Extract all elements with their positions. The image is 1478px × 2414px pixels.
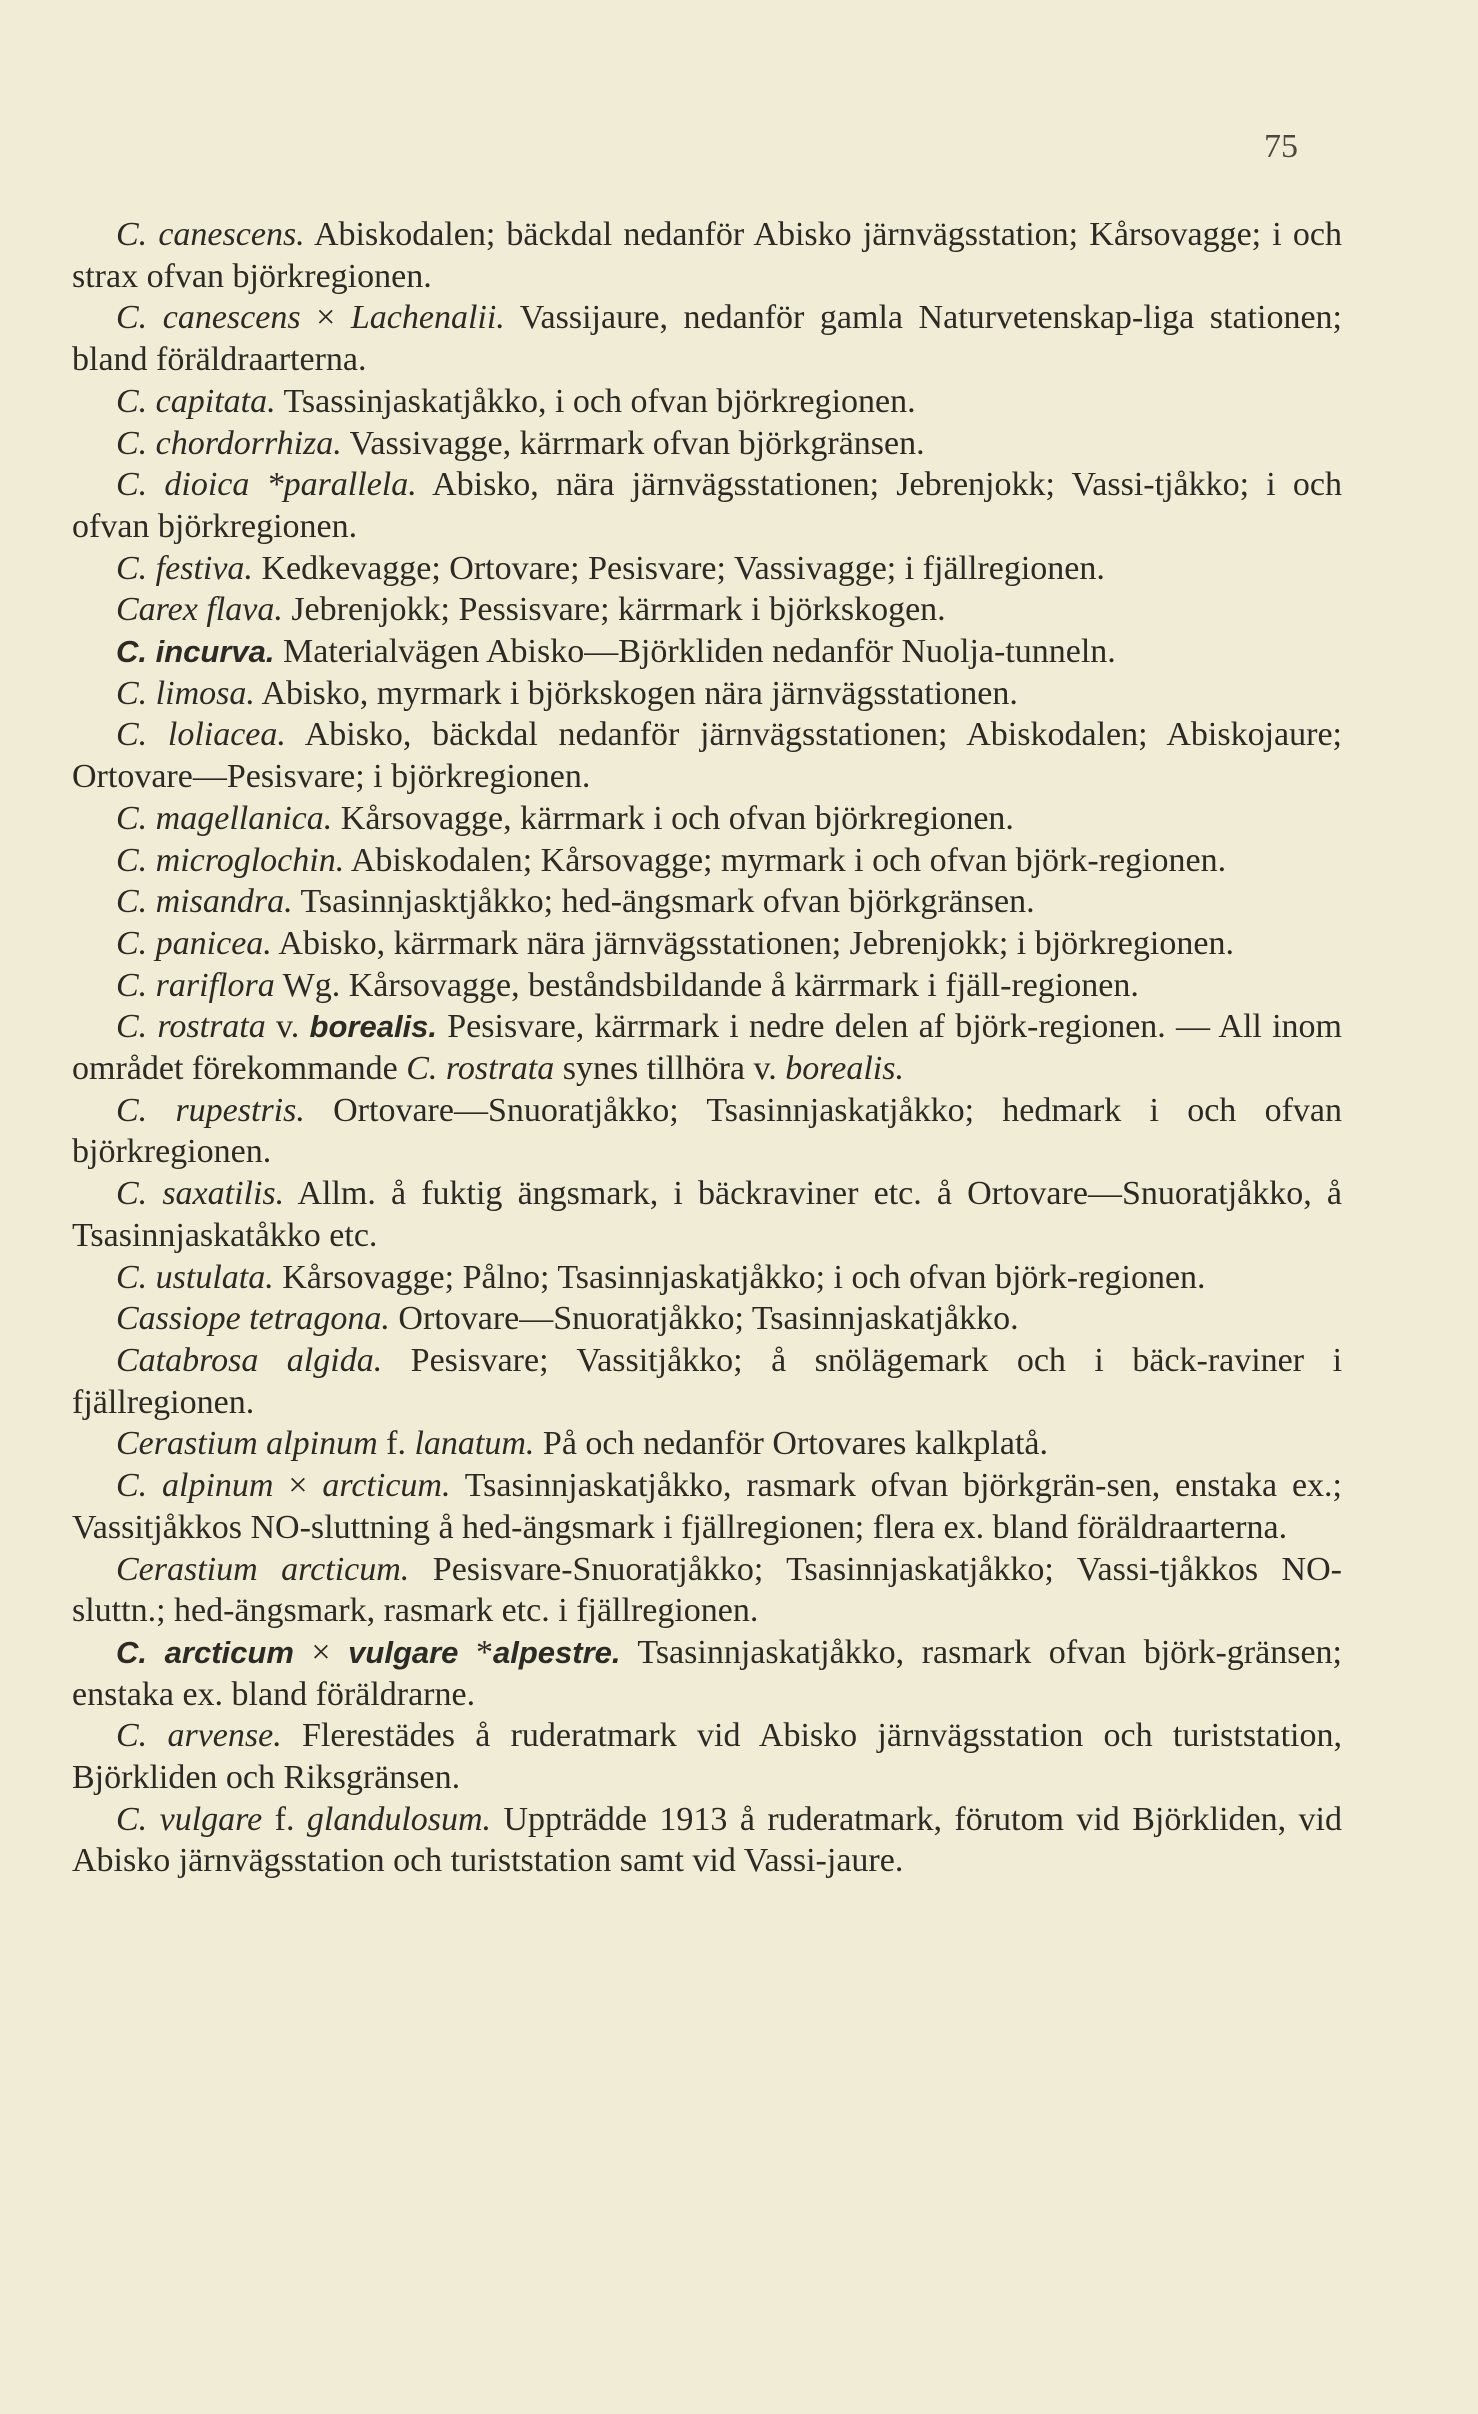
taxon-name: Carex flava.	[116, 591, 283, 629]
taxon-name: C. arvense.	[116, 1717, 282, 1755]
taxon-name: C. alpinum	[116, 1467, 274, 1505]
taxon-name: *parallela.	[266, 466, 417, 504]
species-entry	[72, 1799, 1342, 1882]
entry-text: f.	[262, 1800, 307, 1838]
species-entry	[72, 1006, 1342, 1089]
entry-text: Abisko, nära järnvägsstationen; Jebrenjokk; Vassi-tjåkko; i och ofvan björkregionen.	[72, 466, 1342, 545]
entry-text: Pesisvare; Vassitjåkko; å snölägemark och i bäck-raviner i fjällregionen.	[72, 1341, 1343, 1421]
species-entry	[72, 1340, 1342, 1423]
species-entry	[72, 1632, 1342, 1715]
entry-text: *	[458, 1633, 493, 1671]
entry-text: Uppträdde 1913 å ruderatmark, förutom vid Björkliden, vid Abisko järnvägsstation och turiststation samt vid Vassi-jaure.	[72, 1800, 1343, 1880]
entry-text: Pesisvare, kärrmark i nedre delen af björk-regionen. — All inom området förekommande	[72, 1008, 1342, 1088]
taxon-name: C. ustulata.	[116, 1258, 274, 1296]
entry-text: Allm. å fuktig ängsmark, i bäckraviner etc. å Ortovare—Snuoratjåkko, å Tsasinnjaskatåkko etc.	[72, 1175, 1342, 1254]
species-entry	[72, 381, 1342, 423]
entry-text: Tsasinnjasktjåkko; hed-ängsmark ofvan björkgränsen.	[292, 883, 1035, 921]
entry-text: Kårsovagge, kärrmark i och ofvan björkregionen.	[332, 799, 1014, 837]
taxon-name: C. dioica	[116, 466, 267, 504]
taxon-name: arcticum.	[322, 1467, 451, 1505]
entry-text: Flerestädes å ruderatmark vid Abisko järnvägsstation och turiststation, Björkliden och Riksgränsen.	[72, 1717, 1342, 1797]
entry-text: Wg. Kårsovagge, beståndsbildande å kärrmark i fjäll-regionen.	[274, 966, 1139, 1004]
entry-text: Tsassinjaskatjåkko, i och ofvan björkregionen.	[275, 382, 916, 420]
species-entry	[72, 965, 1342, 1007]
entry-text: Abisko, bäckdal nedanför järnvägsstationen; Abiskodalen; Abiskojaure; Ortovare—Pesisvare; i björkregionen.	[72, 716, 1342, 796]
taxon-name: Catabrosa algida.	[116, 1341, 383, 1379]
species-entry	[72, 1549, 1342, 1632]
taxon-name: C. incurva.	[116, 634, 275, 670]
entry-text: Ortovare—Snuoratjåkko; Tsasinnjaskatjåkko.	[389, 1300, 1019, 1338]
species-entry	[72, 1090, 1342, 1173]
entry-text: ×	[273, 1467, 323, 1505]
taxon-name: vulgare	[348, 1634, 459, 1670]
entry-text: Ortovare—Snuoratjåkko; Tsasinnjaskatjåkko; hedmark i och ofvan björkregionen.	[72, 1091, 1342, 1171]
taxon-name: C. canescens	[116, 299, 301, 337]
taxon-name: C. canescens.	[116, 216, 305, 253]
taxon-name: C. festiva.	[116, 549, 253, 587]
entry-text: Vassivagge, kärrmark ofvan björkgränsen.	[341, 424, 925, 462]
entry-text: Materialvägen Abisko—Björkliden nedanför Nuolja-tunneln.	[274, 633, 1116, 671]
species-entry	[72, 548, 1342, 590]
species-entry	[72, 1298, 1342, 1340]
species-entry	[72, 1423, 1342, 1465]
species-entry	[72, 673, 1342, 715]
species-entry	[72, 464, 1342, 547]
species-entry	[72, 214, 1342, 297]
species-entry	[72, 1465, 1342, 1548]
taxon-name: C. arcticum	[116, 1634, 294, 1670]
species-entry	[72, 297, 1342, 380]
species-entry	[72, 589, 1342, 631]
taxon-name: C. rostrata	[406, 1050, 555, 1088]
taxon-name: C. loliacea.	[116, 716, 286, 754]
species-entry	[72, 1173, 1342, 1256]
species-entry	[72, 714, 1342, 797]
entry-text: Abisko, kärrmark nära järnvägsstationen; Jebrenjokk; i björkregionen.	[271, 924, 1234, 962]
entry-text: Abiskodalen; Kårsovagge; myrmark i och ofvan björk-regionen.	[344, 841, 1227, 879]
entry-text: synes tillhöra v.	[554, 1050, 786, 1088]
entry-text: v.	[265, 1008, 310, 1046]
species-list	[72, 214, 1342, 1882]
entry-text: Vassijaure, nedanför gamla Naturvetenskap-liga stationen; bland föräldraarterna.	[72, 299, 1342, 379]
entry-text: Abisko, myrmark i björkskogen nära järnvägsstationen.	[254, 674, 1018, 712]
taxon-name: C. rostrata	[116, 1008, 266, 1046]
taxon-name: borealis.	[309, 1009, 438, 1045]
entry-text: Abiskodalen; bäckdal nedanför Abisko järnvägsstation; Kårsovagge; i och strax ofvan björkregionen.	[72, 216, 1342, 295]
taxon-name: C. rariflora	[116, 966, 275, 1004]
taxon-name: C. chordorrhiza.	[116, 424, 342, 462]
taxon-name: glandulosum.	[306, 1800, 492, 1838]
taxon-name: C. microglochin.	[116, 841, 345, 879]
entry-text: Pesisvare-Snuoratjåkko; Tsasinnjaskatjåkko; Vassi-tjåkkos NO-sluttn.; hed-ängsmark, rasmark etc. i fjällregionen.	[72, 1550, 1342, 1630]
species-entry	[72, 881, 1342, 923]
species-entry	[72, 631, 1342, 673]
taxon-name: Cerastium alpinum	[116, 1425, 378, 1463]
entry-text: Tsasinnjaskatjåkko, rasmark ofvan björkgrän-sen, enstaka ex.; Vassitjåkkos NO-sluttning å hed-ängsmark i fjällregionen; flera ex. bland föräldraarterna.	[72, 1467, 1342, 1546]
species-entry	[72, 1257, 1342, 1299]
taxon-name: borealis.	[785, 1050, 904, 1088]
species-entry	[72, 1715, 1342, 1798]
page-number: 75	[1264, 128, 1298, 165]
entry-text: På och nedanför Ortovares kalkplatå.	[534, 1425, 1048, 1463]
taxon-name: Cerastium arcticum.	[116, 1550, 410, 1588]
entry-text: f.	[377, 1425, 415, 1463]
entry-text: Kårsovagge; Pålno; Tsasinnjaskatjåkko; i och ofvan björk-regionen.	[273, 1258, 1206, 1296]
taxon-name: Cassiope tetragona.	[116, 1300, 390, 1338]
taxon-name: alpestre.	[492, 1634, 621, 1670]
taxon-name: C. vulgare	[116, 1800, 263, 1838]
entry-text: ×	[293, 1633, 349, 1671]
taxon-name: lanatum.	[414, 1425, 535, 1463]
entry-text: ×	[300, 299, 351, 337]
taxon-name: C. saxatilis.	[116, 1175, 285, 1213]
taxon-name: C. rupestris.	[116, 1091, 305, 1129]
species-entry	[72, 798, 1342, 840]
species-entry	[72, 923, 1342, 965]
taxon-name: C. panicea.	[116, 924, 272, 962]
entry-text: Tsasinnjaskatjåkko, rasmark ofvan björk-gränsen; enstaka ex. bland föräldrarne.	[72, 1633, 1342, 1713]
taxon-name: C. magellanica.	[116, 799, 333, 837]
entry-text: Kedkevagge; Ortovare; Pesisvare; Vassivagge; i fjällregionen.	[252, 549, 1105, 587]
entry-text: Jebrenjokk; Pessisvare; kärrmark i björkskogen.	[282, 591, 946, 629]
taxon-name: Lachenalii.	[350, 299, 505, 337]
species-entry	[72, 423, 1342, 465]
taxon-name: C. limosa.	[116, 674, 255, 712]
taxon-name: C. misandra.	[116, 883, 293, 921]
taxon-name: C. capitata.	[116, 382, 276, 420]
species-entry	[72, 840, 1342, 882]
